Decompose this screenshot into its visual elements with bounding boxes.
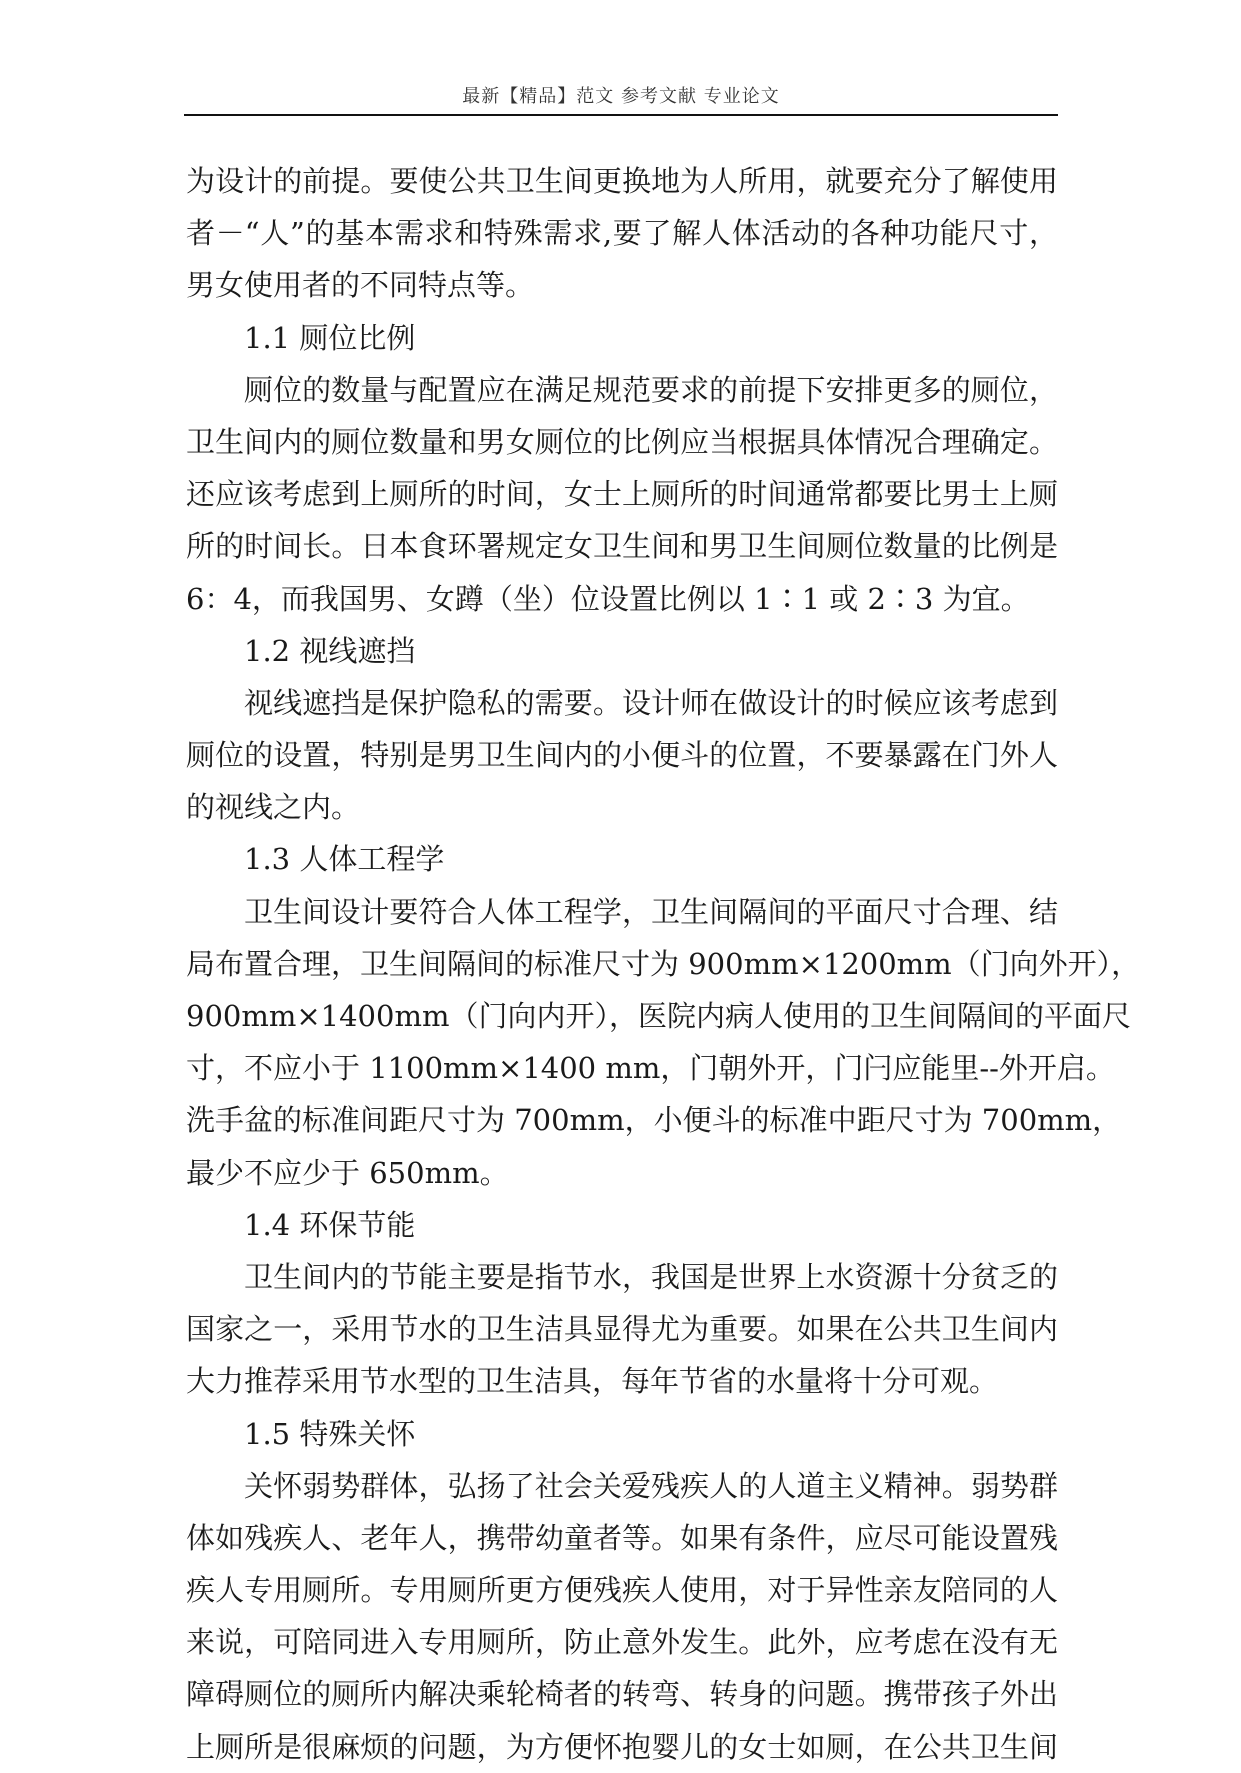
text-line: 来说，可陪同进入专用厕所，防止意外发生。此外，应考虑在没有无 bbox=[186, 1625, 1058, 1660]
text-line: 疾人专用厕所。专用厕所更方便残疾人使用，对于异性亲友陪同的人 bbox=[186, 1573, 1058, 1608]
text-line: 最少不应少于 650mm。 bbox=[186, 1155, 509, 1190]
section-heading: 1.2 视线遮挡 bbox=[244, 633, 416, 668]
text-line: 上厕所是很麻烦的问题，为方便怀抱婴儿的女士如厕，在公共卫生间 bbox=[186, 1729, 1058, 1764]
page-header: 最新【精品】范文 参考文献 专业论文 bbox=[462, 86, 780, 107]
text-line: 体如残疾人、老年人，携带幼童者等。如果有条件，应尽可能设置残 bbox=[186, 1520, 1058, 1555]
text-line: 卫生间内的节能主要是指节水，我国是世界上水资源十分贫乏的 bbox=[244, 1259, 1058, 1294]
text-line: 卫生间设计要符合人体工程学，卫生间隔间的平面尺寸合理、结 bbox=[244, 894, 1058, 929]
text-line: 6：4，而我国男、女蹲（坐）位设置比例以 1∶1 或 2∶3 为宜。 bbox=[186, 581, 1030, 616]
section-heading: 1.3 人体工程学 bbox=[244, 842, 445, 877]
document-body bbox=[186, 155, 1141, 1773]
text-line: 洗手盆的标准间距尺寸为 700mm，小便斗的标准中距尺寸为 700mm， bbox=[186, 1103, 1122, 1138]
section-heading: 1.4 环保节能 bbox=[244, 1207, 416, 1242]
text-line: 的视线之内。 bbox=[186, 790, 361, 825]
text-line: 厕位的数量与配置应在满足规范要求的前提下安排更多的厕位， bbox=[244, 372, 1058, 407]
text-line: 关怀弱势群体，弘扬了社会关爱残疾人的人道主义精神。弱势群 bbox=[244, 1468, 1058, 1503]
text-line: 大力推荐采用节水型的卫生洁具，每年节省的水量将十分可观。 bbox=[186, 1364, 999, 1399]
text-line: 局布置合理，卫生间隔间的标准尺寸为 900mm×1200mm（门向外开）， bbox=[186, 946, 1141, 981]
header-divider bbox=[184, 114, 1058, 116]
text-line: 所的时间长。日本食环署规定女卫生间和男卫生间厕位数量的比例是 bbox=[186, 529, 1058, 564]
text-line: 厕位的设置，特别是男卫生间内的小便斗的位置，不要暴露在门外人 bbox=[186, 738, 1058, 773]
text-line: 900mm×1400mm（门向内开），医院内病人使用的卫生间隔间的平面尺 bbox=[186, 999, 1131, 1033]
text-line: 卫生间内的厕位数量和男女厕位的比例应当根据具体情况合理确定。 bbox=[186, 424, 1058, 459]
text-line: 视线遮挡是保护隐私的需要。设计师在做设计的时候应该考虑到 bbox=[244, 685, 1058, 720]
text-line: 者－“人”的基本需求和特殊需求,要了解人体活动的各种功能尺寸， bbox=[186, 216, 1058, 251]
text-line: 男女使用者的不同特点等。 bbox=[186, 268, 535, 303]
text-line: 还应该考虑到上厕所的时间，女士上厕所的时间通常都要比男士上厕 bbox=[186, 477, 1058, 512]
text-line: 寸，不应小于 1100mm×1400 mm，门朝外开，门闩应能里--外开启。 bbox=[186, 1051, 1115, 1086]
section-heading: 1.5 特殊关怀 bbox=[244, 1416, 416, 1451]
text-line: 为设计的前提。要使公共卫生间更换地为人所用，就要充分了解使用 bbox=[186, 164, 1058, 198]
text-line: 障碍厕位的厕所内解决乘轮椅者的转弯、转身的问题。携带孩子外出 bbox=[186, 1677, 1058, 1712]
text-line: 国家之一，采用节水的卫生洁具显得尤为重要。如果在公共卫生间内 bbox=[186, 1312, 1058, 1347]
section-heading: 1.1 厕位比例 bbox=[244, 320, 416, 355]
